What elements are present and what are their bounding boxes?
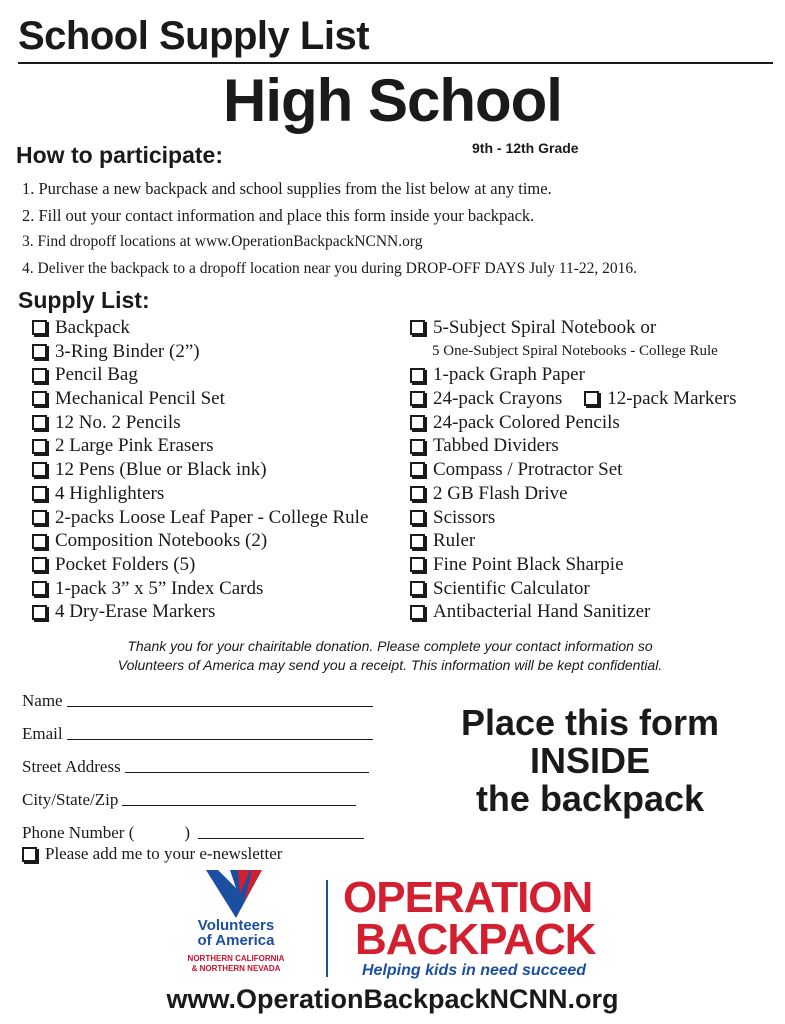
supply-item[interactable]: 5-Subject Spiral Notebook or <box>410 316 737 340</box>
newsletter-label: Please add me to your e-newsletter <box>45 844 283 863</box>
thank-you-line-1: Thank you for your chairitable donation. Please complete your contact information so <box>127 638 653 654</box>
participate-heading: How to participate: <box>16 142 224 168</box>
supply-item[interactable]: Backpack <box>32 316 368 340</box>
thank-you-note <box>40 637 740 675</box>
voa-wordmark: Volunteers of America NORTHERN CALIFORNIA & NORTHERN NEVADA <box>187 917 285 973</box>
supply-item[interactable]: Antibacterial Hand Sanitizer <box>410 600 737 624</box>
street-label: Street Address <box>22 757 121 776</box>
checkbox-icon[interactable] <box>410 605 425 620</box>
title-divider <box>18 62 773 64</box>
name-row <box>22 678 402 711</box>
step-1: 1. Purchase a new backpack and school supplies from the list below at any time. <box>22 179 552 198</box>
checkbox-icon[interactable] <box>584 391 599 406</box>
checkbox-icon[interactable] <box>32 344 47 359</box>
email-row <box>22 711 402 744</box>
supply-item[interactable]: Tabbed Dividers <box>410 434 737 458</box>
operation-backpack-logo-line-1: OPERATION <box>343 873 593 922</box>
supply-item[interactable]: Ruler <box>410 529 737 553</box>
checkbox-icon[interactable] <box>32 581 47 596</box>
checkbox-icon[interactable] <box>32 462 47 477</box>
checkbox-icon[interactable] <box>32 368 47 383</box>
page-heading: High School <box>223 67 562 134</box>
phone-close-paren: ) <box>184 823 191 842</box>
phone-row <box>22 810 402 843</box>
place-form-instruction: Place this form INSIDE the backpack <box>460 702 720 819</box>
checkbox-icon[interactable] <box>22 847 37 862</box>
supply-item[interactable]: Pocket Folders (5) <box>32 553 368 577</box>
checkbox-icon[interactable] <box>410 391 425 406</box>
grade-range: 9th - 12th Grade <box>472 140 579 156</box>
checkbox-icon[interactable] <box>410 320 425 335</box>
step-4: 4. Deliver the backpack to a dropoff location near you during DROP-OFF DAYS July 11-22, 2016. <box>22 259 638 277</box>
supply-item[interactable]: Pencil Bag <box>32 363 368 387</box>
supply-list-left <box>32 316 368 624</box>
volunteers-of-america-logo <box>178 866 288 920</box>
checkbox-icon[interactable] <box>32 557 47 572</box>
checkbox-icon[interactable] <box>410 534 425 549</box>
checkbox-icon[interactable] <box>410 462 425 477</box>
street-row <box>22 744 402 777</box>
supply-item[interactable]: 1-pack 3” x 5” Index Cards <box>32 577 368 601</box>
supply-item[interactable]: 3-Ring Binder (2”) <box>32 340 368 364</box>
name-label: Name <box>22 691 63 710</box>
step-2: 2. Fill out your contact information and place this form inside your backpack. <box>22 205 535 225</box>
step-3: 3. Find dropoff locations at www.OperationBackpackNCNN.org <box>22 233 423 250</box>
checkbox-icon[interactable] <box>410 368 425 383</box>
operation-backpack-tagline: Helping kids in need succeed <box>362 962 587 979</box>
email-label: Email <box>22 724 63 743</box>
supply-item[interactable]: Mechanical Pencil Set <box>32 387 368 411</box>
checkbox-icon[interactable] <box>32 439 47 454</box>
checkbox-icon[interactable] <box>410 510 425 525</box>
supply-item[interactable]: 12 Pens (Blue or Black ink) <box>32 458 368 482</box>
checkbox-icon[interactable] <box>32 391 47 406</box>
checkbox-icon[interactable] <box>32 510 47 525</box>
city-label: City/State/Zip <box>22 790 119 809</box>
checkbox-icon[interactable] <box>32 486 47 501</box>
logo-divider <box>326 880 328 977</box>
phone-field[interactable] <box>198 837 364 839</box>
thank-you-line-2: Volunteers of America may send you a receipt. This information will be kept confidential. <box>117 657 663 673</box>
supply-item-note: 5 One-Subject Spiral Notebooks - College Rule <box>432 342 718 359</box>
checkbox-icon[interactable] <box>410 486 425 501</box>
street-field[interactable] <box>125 771 369 773</box>
supply-item[interactable]: 2 Large Pink Erasers <box>32 434 368 458</box>
checkbox-icon[interactable] <box>32 605 47 620</box>
phone-label: Phone Number ( <box>22 823 135 842</box>
supply-item[interactable]: 12 No. 2 Pencils <box>32 411 368 435</box>
participation-steps <box>22 176 772 282</box>
newsletter-option[interactable] <box>22 844 282 864</box>
supply-item[interactable]: Scissors <box>410 506 737 530</box>
supply-item[interactable]: 2-packs Loose Leaf Paper - College Rule <box>32 506 368 530</box>
supply-item[interactable]: Compass / Protractor Set <box>410 458 737 482</box>
checkbox-icon[interactable] <box>410 581 425 596</box>
checkbox-icon[interactable] <box>410 415 425 430</box>
supply-item[interactable]: Fine Point Black Sharpie <box>410 553 737 577</box>
supply-list-right <box>410 316 737 624</box>
supply-item[interactable]: Scientific Calculator <box>410 577 737 601</box>
supply-item[interactable]: 24-pack Crayons 12-pack Markers <box>410 387 737 411</box>
operation-backpack-logo-line-2: BACKPACK <box>355 915 596 964</box>
checkbox-icon[interactable] <box>410 557 425 572</box>
website-url: www.OperationBackpackNCNN.org <box>166 984 619 1014</box>
supply-item[interactable]: 24-pack Colored Pencils <box>410 411 737 435</box>
checkbox-icon[interactable] <box>32 320 47 335</box>
checkbox-icon[interactable] <box>32 534 47 549</box>
checkbox-icon[interactable] <box>32 415 47 430</box>
supply-item[interactable]: 1-pack Graph Paper <box>410 363 737 387</box>
supply-item[interactable]: Composition Notebooks (2) <box>32 529 368 553</box>
checkbox-icon[interactable] <box>410 439 425 454</box>
city-row <box>22 777 402 810</box>
contact-form <box>22 678 402 843</box>
supply-list-heading: Supply List: <box>18 287 150 313</box>
name-field[interactable] <box>67 705 373 707</box>
city-field[interactable] <box>122 804 356 806</box>
supply-item[interactable]: 2 GB Flash Drive <box>410 482 737 506</box>
supply-item[interactable]: 4 Highlighters <box>32 482 368 506</box>
email-field[interactable] <box>67 738 373 740</box>
supply-item[interactable]: 4 Dry-Erase Markers <box>32 600 368 624</box>
document-title: School Supply List <box>18 14 370 58</box>
